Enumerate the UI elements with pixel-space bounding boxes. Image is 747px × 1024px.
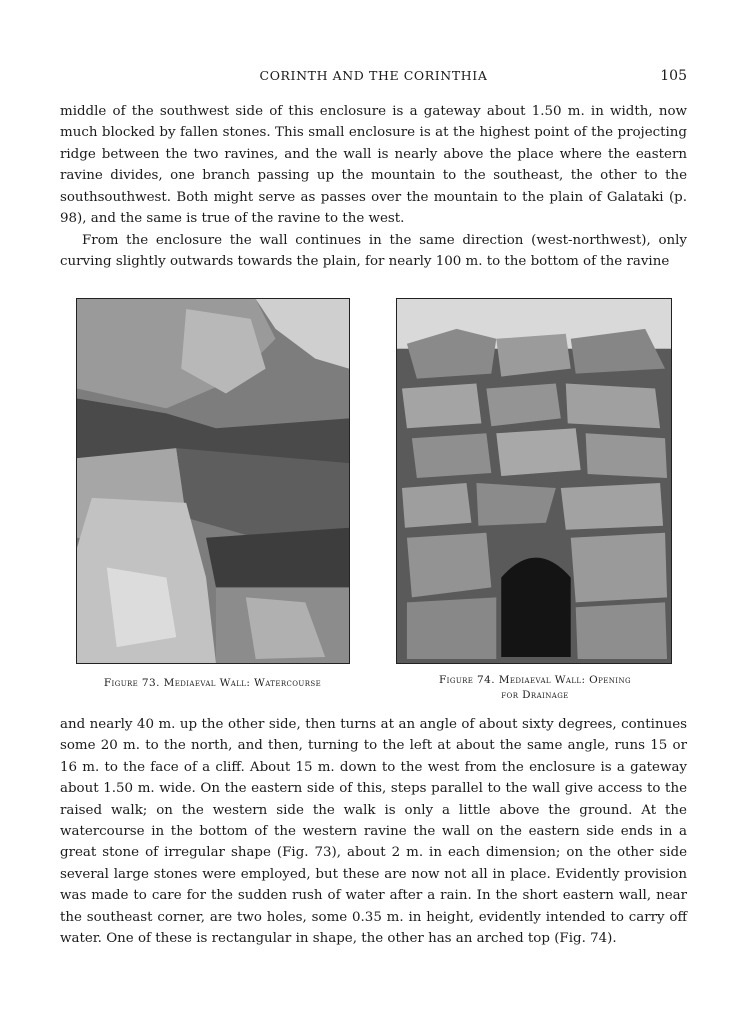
watercourse-photo-illustration [77, 299, 349, 663]
body-paragraph-2: From the enclosure the wall continues in the same direction (west-northwest), only curving slightly outwards towards the plain, for nearly 100 m. to the bottom of the ravine [60, 233, 687, 270]
page-number: 105 [660, 68, 687, 84]
figure-73-caption-text: Figure 73. Mediaeval Wall: Watercourse [103, 677, 322, 689]
figure-73-caption [60, 676, 365, 691]
body-paragraph-1: middle of the southwest side of this enclosure is a gateway about 1.50 m. in width, now much blocked by fallen stones. This small enclosure is at the highest point of the projecting ridge between the two ravines, and the wall is nearly above the place where the eastern ravine divides, one branch passing up the mountain to the southeast, the other to the southsouthwest. Both might serve as passes over the mountain to the plain of Galataki (p. 98), and the same is true of the ravine to the west. [60, 104, 687, 227]
figure-74-caption-line2: for Drainage [501, 689, 569, 701]
body-paragraph-3: and nearly 40 m. up the other side, then turns at an angle of about sixty degrees, continues some 20 m. to the north, and then, turning to the left at about the same angle, runs 15 or 16 m. to the face of a cliff. About 15 m. down to the west from the enclosure is a gateway about 1.50 m. wide. On the eastern side of this, steps parallel to the wall give access to the raised walk; on the western side the walk is only a little above the ground. At the watercourse in the bottom of the western ravine the wall on the eastern side ends in a great stone of irregular shape (Fig. 73), about 2 m. in each dimension; on the other side several large stones were employed, but these are now not all in place. Evidently provision was made to care for the sudden rush of water after a rain. In the short eastern wall, near the southeast corner, are two holes, some 0.35 m. in height, evidently intended to carry off water. One of these is rectangular in shape, the other has an arched top (Fig. 74). [60, 717, 687, 947]
figure-74-caption [385, 673, 685, 703]
page-header [60, 64, 687, 88]
figure-73-photo [76, 298, 350, 664]
figure-74-photo [396, 298, 672, 664]
drainage-opening-photo-illustration [397, 299, 671, 663]
figure-74-caption-line1: Figure 74. Mediaeval Wall: Opening [439, 674, 631, 686]
running-title: CORINTH AND THE CORINTHIA [259, 68, 488, 83]
